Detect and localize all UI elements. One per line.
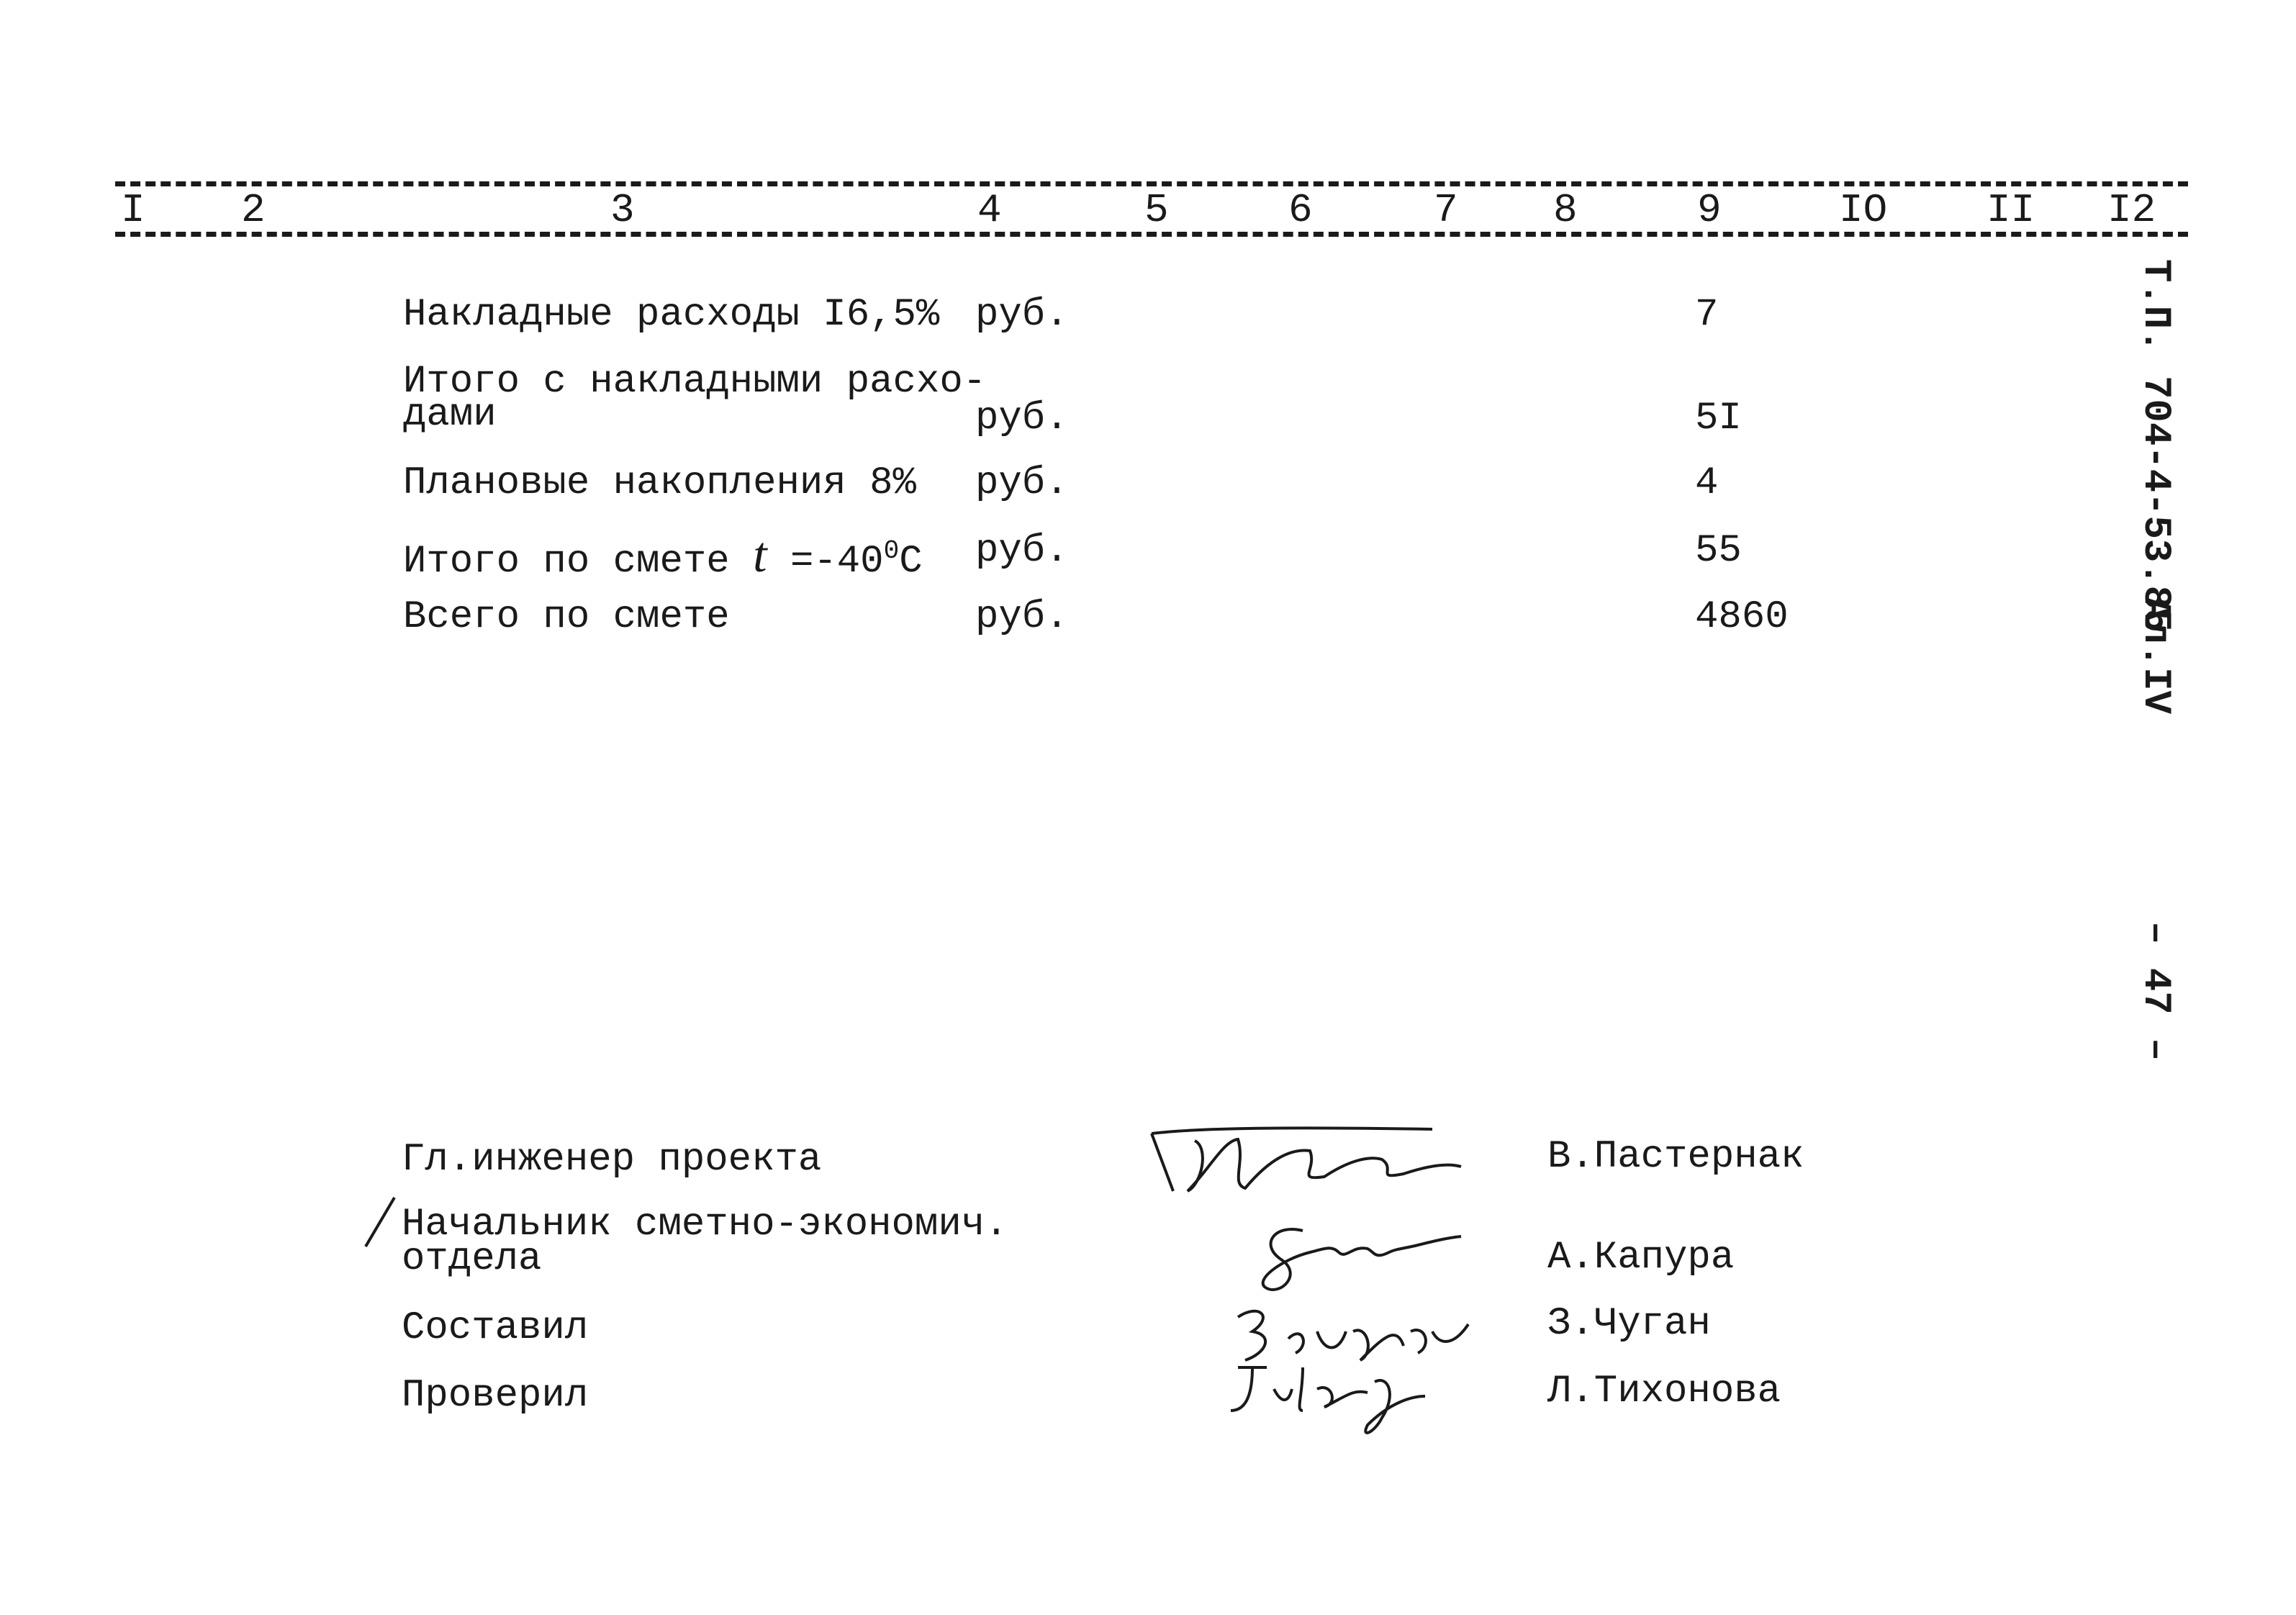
column-number-5: 5 [1144, 187, 1169, 233]
tick-mark [360, 1195, 403, 1252]
row-value: 5I [1695, 397, 1742, 440]
handwritten-signature-1 [1144, 1119, 1490, 1213]
album-number: Ал.IV [2133, 597, 2177, 715]
row-label-end: C [899, 540, 923, 584]
row-unit: руб. [975, 461, 1069, 505]
column-number-11: II [1987, 187, 2035, 233]
column-number-2: 2 [241, 187, 266, 233]
handwritten-signature-4 [1224, 1353, 1439, 1454]
row-label: Всего по смете [403, 595, 730, 639]
row-value: 55 [1695, 529, 1742, 573]
signature-role: Составил [402, 1306, 589, 1350]
row-unit: руб. [975, 595, 1069, 639]
row-label: Итого с накладными расхо- дами [403, 360, 987, 437]
signature-name: В.Пастернак [1547, 1135, 1804, 1179]
row-label: Накладные расходы I6,5% [403, 293, 940, 337]
signature-name: З.Чуган [1547, 1302, 1711, 1346]
page-number: – 47 – [2133, 921, 2177, 1062]
document-code: Т.П. 704-4-53.85 [2133, 259, 2177, 633]
row-unit: руб. [975, 397, 1069, 440]
signature-role: Начальник сметно-экономич. отдела [402, 1203, 1008, 1281]
temperature-symbol: t [753, 528, 767, 583]
row-label: Плановые накопления 8% [403, 461, 916, 505]
column-number-4: 4 [977, 187, 1002, 233]
handwritten-signature-2 [1252, 1216, 1483, 1303]
column-number-10: IO [1839, 187, 1888, 233]
signature-name: А.Капура [1547, 1236, 1735, 1280]
row-value: 4860 [1695, 595, 1789, 639]
row-unit: руб. [975, 529, 1069, 573]
row-label-degree: 0 [883, 536, 900, 566]
header-top-dashed-line [115, 181, 2188, 186]
signature-role: Гл.инженер проекта [402, 1138, 822, 1182]
column-number-8: 8 [1553, 187, 1578, 233]
row-label [403, 528, 923, 584]
row-unit: руб. [975, 293, 1069, 337]
row-label-suffix: =-40 [790, 540, 884, 584]
row-value: 4 [1695, 461, 1719, 505]
signature-role: Проверил [402, 1374, 589, 1418]
signature-name: Л.Тихонова [1547, 1370, 1781, 1413]
column-number-12: I2 [2107, 187, 2156, 233]
row-value: 7 [1695, 293, 1719, 337]
row-label-prefix: Итого по смете [403, 540, 730, 584]
column-number-9: 9 [1697, 187, 1722, 233]
column-number-7: 7 [1434, 187, 1458, 233]
column-number-1: I [121, 187, 145, 233]
column-number-3: 3 [610, 187, 635, 233]
column-number-6: 6 [1288, 187, 1313, 233]
